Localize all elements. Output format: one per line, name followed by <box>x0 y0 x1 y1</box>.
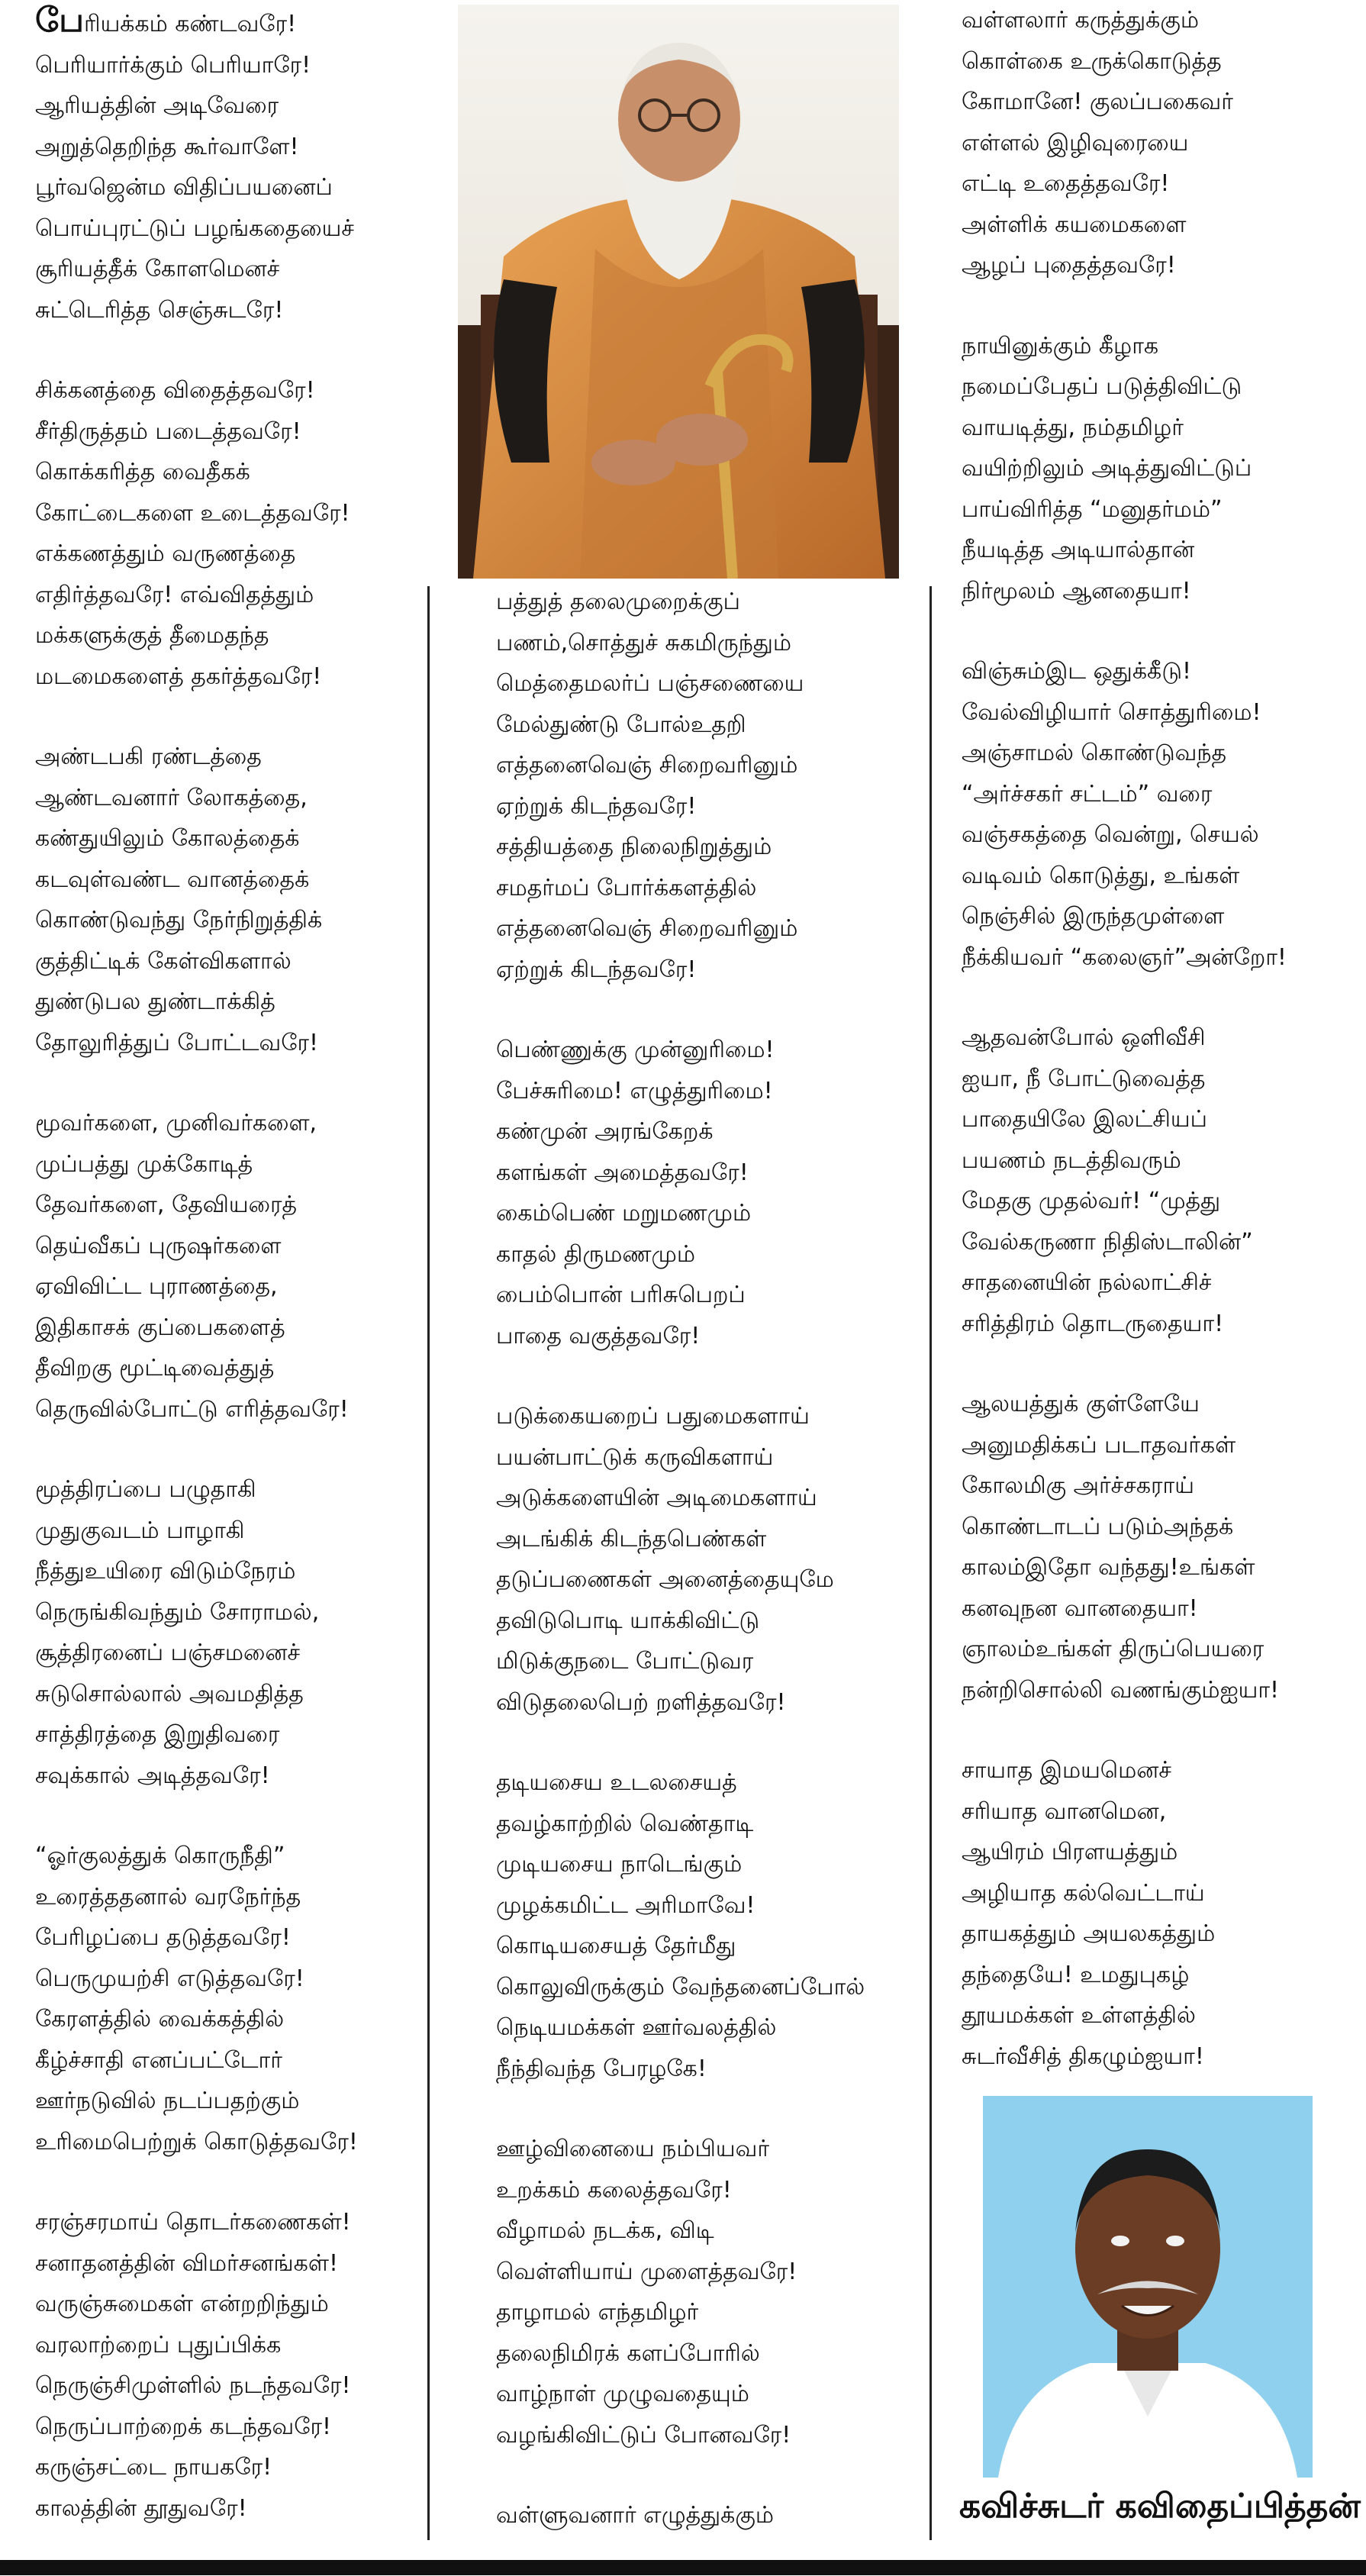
poem-line: மூத்திரப்பை பழுதாகி <box>35 1476 256 1503</box>
poem-line: கண்முன் அரங்கேறக் <box>496 1118 714 1145</box>
poem-line: மடமைகளைத் தகர்த்தவரே! <box>35 663 322 690</box>
poem-line: தவிடுபொடி யாக்கிவிட்டு <box>496 1607 760 1634</box>
poem-line: நிர்மூலம் ஆனதையா! <box>962 577 1191 605</box>
poem-line: கடவுள்வண்ட வானத்தைக் <box>35 866 310 893</box>
stanza <box>962 651 1358 978</box>
poem-line: நாயினுக்கும் கீழாக <box>962 332 1159 359</box>
poem-line: தூயமக்கள் உள்ளத்தில் <box>962 2002 1196 2029</box>
poem-line: கீழ்ச்சாதி எனப்பட்டோர் <box>35 2046 282 2074</box>
poem-line: அண்டபகி ரண்டத்தை <box>35 743 262 770</box>
poem-line: முதுகுவடம் பாழாகி <box>35 1517 245 1544</box>
poem-line: கைம்பெண் மறுமணமும் <box>496 1200 752 1227</box>
poem-line: “ஓர்குலத்துக் கொருநீதி” <box>35 1843 285 1869</box>
poem-line: எத்தனைவெஞ் சிறைவரினும் <box>496 915 798 942</box>
stanza <box>35 1103 440 1430</box>
poem-line: உரிமைபெற்றுக் கொடுத்தவரே! <box>35 2128 358 2155</box>
drop-cap: பே <box>35 1 84 40</box>
poem-line: பாதையிலே இலட்சியப் <box>962 1106 1207 1133</box>
poem-line: ஐயா, நீ போட்டுவைத்த <box>962 1065 1206 1092</box>
bottom-border <box>0 2560 1366 2575</box>
poem-line: உரைத்ததனால் வரநேர்ந்த <box>35 1883 301 1910</box>
poem-line: அனுமதிக்கப் படாதவர்கள் <box>962 1431 1236 1459</box>
poem-line: கோலமிகு அர்ச்சகராய் <box>962 1472 1194 1499</box>
poem-line: காதல் திருமணமும் <box>496 1240 695 1268</box>
poem-line: சாயாத இமயமெனச் <box>962 1757 1171 1784</box>
poem-line: களங்கள் அமைத்தவரே! <box>496 1159 749 1186</box>
stanza <box>35 1469 440 1796</box>
poem-line: அடங்கிக் கிடந்தபெண்கள் <box>496 1525 767 1552</box>
poem-line: எக்கணத்தும் வருணத்தை <box>35 540 296 567</box>
poem-line: சரஞ்சரமாய் தொடர்கணைகள்! <box>35 2209 351 2236</box>
poem-line: நமைப்பேதப் படுத்திவிட்டு <box>962 373 1242 400</box>
poem-line: கொண்டுவந்து நேர்நிறுத்திக் <box>35 907 323 933</box>
poem-line: கொக்கரித்த வைதீகக் <box>35 459 250 485</box>
stanza <box>35 0 440 330</box>
poem-line: இதிகாசக் குப்பைகளைத் <box>35 1314 285 1341</box>
poem-line: வருஞ்சுமைகள் என்றறிந்தும் <box>35 2291 329 2317</box>
poem-line: அள்ளிக் கயமைகளை <box>962 211 1187 238</box>
poem-line: நீக்கியவர் “கலைஞர்”அன்றோ! <box>962 943 1287 971</box>
poem-line: சரியாத வானமென, <box>962 1797 1167 1825</box>
poem-column-3 <box>962 0 1358 2117</box>
poem-line: அஞ்சாமல் கொண்டுவந்த <box>962 740 1227 766</box>
poem-line: பூர்வஜென்ம விதிப்பயனைப் <box>35 174 333 201</box>
poem-line: சத்தியத்தை நிலைநிறுத்தும் <box>496 833 772 860</box>
poem-line: வடிவம் கொடுத்து, உங்கள் <box>962 862 1240 889</box>
poem-line: கொலுவிருக்கும் வேந்தனைப்போல் <box>496 1973 865 2001</box>
poem-line: கண்துயிலும் கோலத்தைக் <box>35 825 300 852</box>
poem-line: எத்தனைவெஞ் சிறைவரினும் <box>496 752 798 779</box>
poem-line: ஆலயத்துக் குள்ளேயே <box>962 1391 1200 1417</box>
poem-line: வாயடித்து, நம்தமிழர் <box>962 414 1184 441</box>
poem-line: சுடர்வீசித் திகழும்ஐயா! <box>962 2042 1204 2070</box>
poem-line: ஆண்டவனார் லோகத்தை, <box>35 784 308 811</box>
poem-line: பெண்ணுக்கு முன்னுரிமை! <box>496 1037 775 1063</box>
poem-line: வள்ளுவனார் எழுத்துக்கும் <box>496 2502 774 2529</box>
poem-line: தாழாமல் எந்தமிழர் <box>496 2299 699 2326</box>
stanza <box>496 582 923 990</box>
poem-line: நீந்திவந்த பேரழகே! <box>496 2055 707 2082</box>
stanza <box>962 0 1358 286</box>
poem-line: துண்டுபல துண்டாக்கித் <box>35 988 275 1015</box>
poet-byline: கவிச்சுடர் கவிதைப்பித்தன் <box>959 2487 1361 2526</box>
poem-line: மிடுக்குநடை போட்டுவர <box>496 1648 754 1675</box>
poem-line: வாழ்நாள் முழுவதையும் <box>496 2381 749 2407</box>
poem-line: பாய்விரித்த “மனுதர்மம்” <box>962 495 1223 523</box>
poem-line: சனாதனத்தின் விமர்சனங்கள்! <box>35 2249 338 2277</box>
poem-line: சரித்திரம் தொடருதையா! <box>962 1310 1224 1337</box>
poem-line: பைம்பொன் பரிசுபெறப் <box>496 1282 746 1308</box>
poem-line: ஏற்றுக் கிடந்தவரே! <box>496 956 697 983</box>
stanza <box>496 1396 923 1723</box>
poem-line: கருஞ்சட்டை நாயகரே! <box>35 2454 272 2481</box>
poem-line: ஊழ்வினையை நம்பியவர் <box>496 2136 770 2162</box>
stanza <box>962 1017 1358 1344</box>
poem-line: முழக்கமிட்ட அரிமாவே! <box>496 1891 755 1919</box>
column-divider-right <box>929 586 932 2540</box>
stanza <box>35 1836 440 2162</box>
poem-line: பேச்சுரிமை! எழுத்துரிமை! <box>496 1077 773 1104</box>
poem-line: பேரியக்கம் கண்டவரே! <box>35 1 297 40</box>
poem-line: வழங்கிவிட்டுப் போனவரே! <box>496 2421 791 2449</box>
poem-line: கொடியசையத் தேர்மீது <box>496 1933 736 1959</box>
poem-line: நீயடித்த அடியால்தான் <box>962 537 1195 563</box>
poem-line: கனவுநன வானதையா! <box>962 1594 1198 1622</box>
stanza <box>962 1384 1358 1710</box>
poem-line: ஆயிரம் பிரளயத்தும் <box>962 1839 1178 1865</box>
poem-line: நெடியமக்கள் ஊர்வலத்தில் <box>496 2014 777 2041</box>
poem-line: நெருங்கிவந்தும் சோராமல், <box>35 1598 320 1626</box>
poem-line: நன்றிசொல்லி வணங்கும்ஐயா! <box>962 1676 1280 1704</box>
column-divider-left <box>427 586 430 2540</box>
poem-line: ஆதவன்போல் ஒளிவீசி <box>962 1024 1206 1051</box>
poet-portrait <box>983 2096 1313 2478</box>
stanza <box>496 1030 923 1356</box>
poem-column-2 <box>496 582 923 2576</box>
poem-line: விடுதலைபெற் றளித்தவரே! <box>496 1688 786 1716</box>
poem-line: பெரியார்க்கும் பெரியாரே! <box>35 51 311 79</box>
poem-line: படுக்கையறைப் பதுமைகளாய் <box>496 1403 810 1430</box>
poet-portrait-image <box>983 2096 1313 2478</box>
poem-line: தாயகத்தும் அயலகத்தும் <box>962 1920 1216 1947</box>
poem-line: கொள்கை உருக்கொடுத்த <box>962 47 1222 75</box>
poem-line: வீழாமல் நடக்க, விடி <box>496 2217 714 2244</box>
poem-line: தந்தையே! உமதுபுகழ் <box>962 1961 1190 1988</box>
poem-line: எதிர்த்தவரே! எவ்விதத்தும் <box>35 581 314 608</box>
poem-line: தலைநிமிரக் களப்போரில் <box>496 2339 760 2367</box>
poem-line: மேல்துண்டு போல்உதறி <box>496 711 746 738</box>
poem-line: குத்திட்டிக் கேள்விகளால் <box>35 947 292 975</box>
poem-line: கேரளத்தில் வைக்கத்தில் <box>35 2006 285 2033</box>
poem-line: வள்ளலார் கருத்துக்கும் <box>962 7 1200 34</box>
stanza <box>496 2129 923 2455</box>
poem-line: பொய்புரட்டுப் பழங்கதையைச் <box>35 214 354 242</box>
poem-line: ஏற்றுக் கிடந்தவரே! <box>496 792 697 820</box>
stanza <box>962 1750 1358 2077</box>
poem-line: வரலாற்றைப் புதுப்பிக்க <box>35 2331 282 2358</box>
poem-line: சூரியத்தீக் கோளமெனச் <box>35 256 280 282</box>
poem-line: மெத்தைமலர்ப் பஞ்சணையை <box>496 670 804 697</box>
poem-line: தேவர்களை, தேவியரைத் <box>35 1191 298 1218</box>
poem-line: சமதர்மப் போர்க்களத்தில் <box>496 874 757 901</box>
poem-line: தடியசைய உடலசையத் <box>496 1769 737 1796</box>
poem-line: ஏவிவிட்ட புராணத்தை, <box>35 1273 278 1300</box>
poem-line: பயணம் நடத்திவரும் <box>962 1146 1181 1174</box>
poem-line: சூத்திரனைப் பஞ்சமனைச் <box>35 1639 301 1666</box>
poem-line: அழியாத கல்வெட்டாய் <box>962 1879 1205 1907</box>
stanza <box>962 326 1358 612</box>
poem-line: பேரிழப்பை தடுத்தவரே! <box>35 1924 291 1951</box>
stanza <box>35 737 440 1063</box>
stanza <box>496 2495 923 2536</box>
poem-line: பணம்,சொத்துச் சுகமிருந்தும் <box>496 629 792 656</box>
poem-line: நீத்துஉயிரை விடும்நேரம் <box>35 1558 296 1585</box>
poem-line: காலம்இதோ வந்தது!உங்கள் <box>962 1554 1255 1581</box>
poem-line: நெருப்பாற்றைக் கடந்தவரே! <box>35 2413 332 2440</box>
poem-line: முப்பத்து முக்கோடித் <box>35 1150 253 1178</box>
poem-line: வேல்கருணா நிதிஸ்டாலின்” <box>962 1228 1253 1256</box>
poem-line: ஊர்நடுவில் நடப்பதற்கும் <box>35 2088 300 2114</box>
poem-line: நெஞ்சில் இருந்தமுள்ளை <box>962 903 1225 930</box>
poem-line: கோட்டைகளை உடைத்தவரே! <box>35 499 350 527</box>
poem-line: உறக்கம் கலைத்தவரே! <box>496 2176 732 2204</box>
poem-line: சவுக்கால் அடித்தவரே! <box>35 1762 270 1789</box>
poem-line: ஆழப் புதைத்தவரே! <box>962 252 1176 279</box>
poem-line: ஆரியத்தின் அடிவேரை <box>35 92 279 119</box>
poem-line: ஞாலம்உங்கள் திருப்பெயரை <box>962 1636 1265 1662</box>
poem-line: மேதகு முதல்வர்! “முத்து <box>962 1188 1221 1214</box>
poem-line: சாத்திரத்தை இறுதிவரை <box>35 1721 280 1748</box>
poem-column-1 <box>35 0 440 2568</box>
poem-line: தவழ்காற்றில் வெண்தாடி <box>496 1810 754 1837</box>
poem-line: மூவர்களை, முனிவர்களை, <box>35 1110 317 1136</box>
poem-line: வஞ்சகத்தை வென்று, செயல் <box>962 821 1259 848</box>
poem-line: கோமானே! குலப்பகைவர் <box>962 89 1233 115</box>
poem-line: எட்டி உதைத்தவரே! <box>962 170 1170 197</box>
periyar-portrait <box>458 5 899 579</box>
poem-line: முடியசைய நாடெங்கும் <box>496 1851 743 1878</box>
poem-line: நெருஞ்சிமுள்ளில் நடந்தவரே! <box>35 2372 351 2399</box>
poem-line: வேல்விழியார் சொத்துரிமை! <box>962 698 1261 726</box>
poem-line: சுடுசொல்லால் அவமதித்த <box>35 1680 304 1707</box>
poem-line: பத்துத் தலைமுறைக்குப் <box>496 588 740 615</box>
poem-line: பாதை வகுத்தவரே! <box>496 1322 701 1349</box>
poem-line: தடுப்பணைகள் அனைத்தையுமே <box>496 1566 834 1593</box>
poem-line: “அர்ச்சகர் சட்டம்” வரை <box>962 780 1213 808</box>
poem-line: சுட்டெரித்த செஞ்சுடரே! <box>35 296 284 324</box>
poem-line: தீவிறகு மூட்டிவைத்துத் <box>35 1355 275 1381</box>
poem-line: தோலுரித்துப் போட்டவரே! <box>35 1029 319 1056</box>
poem-line: பெருமுயற்சி எடுத்தவரே! <box>35 1965 304 1992</box>
poem-line: விஞ்சும்இட ஒதுக்கீடு! <box>962 658 1191 685</box>
poem-line: அடுக்களையின் அடிமைகளாய் <box>496 1485 817 1511</box>
stanza <box>35 370 440 697</box>
poem-line: காலத்தின் தூதுவரே! <box>35 2494 247 2522</box>
poem-line: மக்களுக்குத் தீமைதந்த <box>35 622 269 649</box>
poem-line: எள்ளல் இழிவுரையை <box>962 129 1189 156</box>
poem-line: கொண்டாடப் படும்அந்தக் <box>962 1513 1234 1540</box>
periyar-portrait-image <box>458 5 899 579</box>
poem-line: பயன்பாட்டுக் கருவிகளாய் <box>496 1443 774 1471</box>
poem-line: சீர்திருத்தம் படைத்தவரே! <box>35 418 301 445</box>
poem-line: தெய்வீகப் புருஷர்களை <box>35 1232 282 1259</box>
poem-line: வயிற்றிலும் அடித்துவிட்டுப் <box>962 455 1252 482</box>
poem-line: வெள்ளியாய் முளைத்தவரே! <box>496 2258 797 2285</box>
stanza <box>496 1762 923 2089</box>
stanza <box>35 2202 440 2529</box>
poem-line: சிக்கனத்தை விதைத்தவரே! <box>35 377 315 404</box>
poem-line: சாதனையின் நல்லாட்சிச் <box>962 1269 1212 1296</box>
poem-line: தெருவில்போட்டு எரித்தவரே! <box>35 1395 349 1423</box>
poem-line: அறுத்தெறிந்த கூர்வாளே! <box>35 133 299 160</box>
